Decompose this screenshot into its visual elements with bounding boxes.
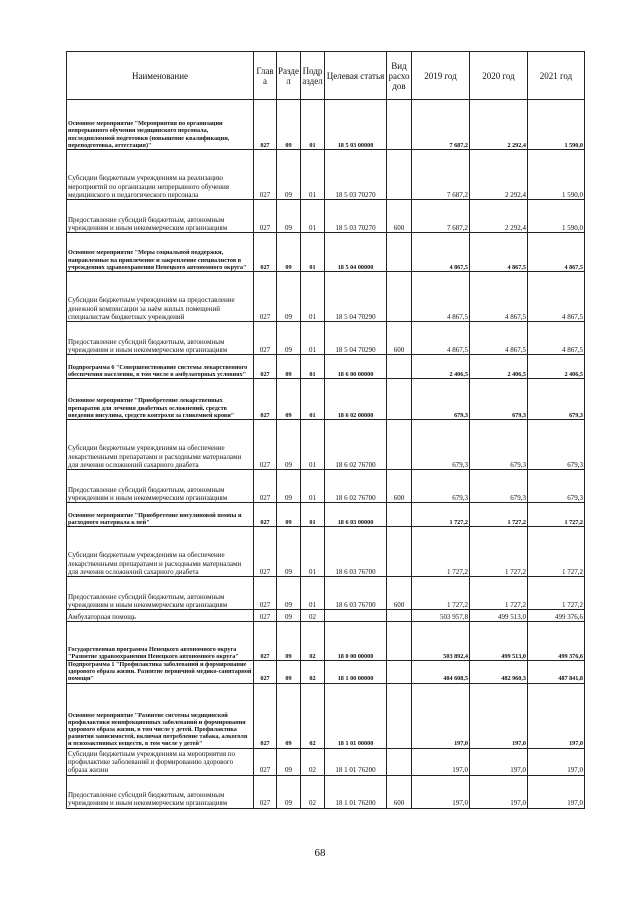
row-glava-cell: 027	[254, 200, 277, 233]
row-2020-cell: 4 867,5	[470, 233, 528, 272]
table-row	[67, 200, 585, 233]
row-2021-cell: 499 376,6	[528, 610, 585, 622]
row-2020-cell: 4 867,5	[470, 322, 528, 355]
row-vid-cell	[387, 100, 412, 150]
row-target-cell: 18 6 02 76700	[325, 420, 387, 470]
row-2020-cell: 197,0	[470, 748, 528, 775]
row-target-cell: 18 1 01 76200	[325, 775, 387, 808]
row-glava-cell: 027	[254, 233, 277, 272]
row-podrazdel-cell: 01	[301, 150, 325, 200]
row-target-cell: 18 6 02 00000	[325, 379, 387, 420]
row-target-cell: 18 1 01 76200	[325, 748, 387, 775]
row-2019-cell: 503 957,8	[412, 610, 470, 622]
row-podrazdel-cell: 01	[301, 379, 325, 420]
row-razdel-cell: 09	[277, 379, 301, 420]
row-podrazdel-cell: 01	[301, 322, 325, 355]
row-target-cell: 18 0 00 00000	[325, 622, 387, 661]
row-target-cell: 18 5 04 00000	[325, 233, 387, 272]
row-name-cell	[67, 503, 254, 527]
header-2020: 2020 год	[470, 52, 528, 100]
row-name: Основное мероприятие "Развитие системы медицинской профилактики неинфекционных заболеваний и формирования здорового образа жизни, в том числе у детей. Профилактика развития зависимостей, включая потребление табака, алкоголя и психоактивных веществ, в том числе у детей"	[68, 711, 248, 748]
row-2019-cell: 679,3	[412, 420, 470, 470]
row-name-cell	[67, 748, 254, 775]
row-vid-cell	[387, 355, 412, 379]
row-razdel-cell: 09	[277, 420, 301, 470]
row-2021-cell: 679,3	[528, 420, 585, 470]
row-name: Субсидии бюджетным учреждениям на обеспечение лекарственными препаратами и расходными материалами для лечения осложнений сахарного диабета	[68, 444, 242, 469]
row-2020-cell: 679,3	[470, 470, 528, 503]
header-vid: Вид расхо дов	[387, 52, 412, 100]
row-name-cell	[67, 322, 254, 355]
row-2021-cell: 197,0	[528, 683, 585, 748]
row-2021-cell: 4 867,5	[528, 272, 585, 322]
row-vid-cell	[387, 610, 412, 622]
row-2019-cell: 1 727,2	[412, 527, 470, 577]
row-2020-cell: 2 406,5	[470, 355, 528, 379]
row-name-cell	[67, 100, 254, 150]
row-razdel-cell: 09	[277, 200, 301, 233]
table-row	[67, 622, 585, 661]
row-name-cell	[67, 610, 254, 622]
row-2021-cell: 1 590,0	[528, 200, 585, 233]
row-2020-cell: 197,0	[470, 683, 528, 748]
row-2020-cell: 4 867,5	[470, 272, 528, 322]
row-glava-cell: 027	[254, 503, 277, 527]
row-target-cell: 18 5 03 70270	[325, 200, 387, 233]
row-name: Основное мероприятие "Приобретение лекарственных препаратов для лечения диабетных осложнений, средств введения инсулина, средств контроля за гликемией крови"	[68, 397, 235, 419]
row-vid-cell	[387, 622, 412, 661]
row-2019-cell: 7 687,2	[412, 150, 470, 200]
row-name: Предоставление субсидий бюджетным, автономным учреждениям и иным некоммерческим организациям	[68, 337, 228, 354]
row-name: Подпрограмма 1 "Профилактика заболеваний и формирование здорового образа жизни. Развитие первичной медико-санитарной помощи"	[68, 661, 252, 683]
row-2020-cell: 2 292,4	[470, 150, 528, 200]
row-glava-cell: 027	[254, 622, 277, 661]
row-glava-cell: 027	[254, 577, 277, 610]
row-name-cell	[67, 420, 254, 470]
row-name: Предоставление субсидий бюджетным, автономным учреждениям и иным некоммерческим организациям	[68, 485, 228, 502]
header-target: Целевая статья	[325, 52, 387, 100]
row-target-cell: 18 6 00 00000	[325, 355, 387, 379]
row-target-cell: 18 6 03 76700	[325, 527, 387, 577]
row-2019-cell: 679,3	[412, 470, 470, 503]
row-2020-cell: 2 292,4	[470, 200, 528, 233]
row-podrazdel-cell: 02	[301, 622, 325, 661]
row-name: Предоставление субсидий бюджетным, автономным учреждениям и иным некоммерческим организациям	[68, 791, 228, 808]
row-2021-cell: 197,0	[528, 748, 585, 775]
row-podrazdel-cell: 01	[301, 420, 325, 470]
row-glava-cell: 027	[254, 420, 277, 470]
row-razdel-cell: 09	[277, 503, 301, 527]
row-2019-cell: 4 867,5	[412, 272, 470, 322]
row-razdel-cell: 09	[277, 150, 301, 200]
row-vid-cell	[387, 527, 412, 577]
row-name: Амбулаторная помощь	[68, 612, 136, 621]
row-vid-cell	[387, 683, 412, 748]
row-name-cell	[67, 470, 254, 503]
row-podrazdel-cell: 01	[301, 355, 325, 379]
row-2019-cell: 679,3	[412, 379, 470, 420]
row-2021-cell: 197,0	[528, 775, 585, 808]
row-2019-cell: 1 727,2	[412, 577, 470, 610]
row-vid-cell: 600	[387, 200, 412, 233]
row-glava-cell: 027	[254, 150, 277, 200]
row-podrazdel-cell: 01	[301, 470, 325, 503]
row-2019-cell: 7 687,2	[412, 200, 470, 233]
row-2021-cell: 4 867,5	[528, 322, 585, 355]
row-2020-cell: 499 513,0	[470, 610, 528, 622]
row-2019-cell: 484 608,5	[412, 661, 470, 684]
row-2020-cell: 2 292,4	[470, 100, 528, 150]
row-target-cell: 18 6 03 76700	[325, 577, 387, 610]
row-target-cell: 18 5 03 00000	[325, 100, 387, 150]
row-name-cell	[67, 527, 254, 577]
row-glava-cell: 027	[254, 610, 277, 622]
row-name-cell	[67, 661, 254, 684]
row-2021-cell: 679,3	[528, 470, 585, 503]
row-vid-cell	[387, 150, 412, 200]
table-row	[67, 503, 585, 527]
row-vid-cell	[387, 233, 412, 272]
row-target-cell	[325, 610, 387, 622]
row-glava-cell: 027	[254, 322, 277, 355]
row-2020-cell: 1 727,2	[470, 527, 528, 577]
row-razdel-cell: 09	[277, 272, 301, 322]
row-razdel-cell: 09	[277, 233, 301, 272]
header-glava: Глав а	[254, 52, 277, 100]
table-row	[67, 748, 585, 775]
row-vid-cell	[387, 272, 412, 322]
row-2020-cell: 679,3	[470, 379, 528, 420]
row-name: Подпрограмма 6 "Совершенствование системы лекарственного обеспечения населения, в том числе в амбулаторных условиях"	[68, 363, 248, 378]
row-2020-cell: 1 727,2	[470, 577, 528, 610]
row-glava-cell: 027	[254, 661, 277, 684]
row-name: Субсидии бюджетным учреждениям на мероприятия по профилактике заболеваний и формированию здорового образа жизни	[68, 750, 236, 775]
table-row	[67, 577, 585, 610]
row-target-cell: 18 5 03 70270	[325, 150, 387, 200]
row-glava-cell: 027	[254, 470, 277, 503]
row-2021-cell: 2 406,5	[528, 355, 585, 379]
row-2019-cell: 197,0	[412, 775, 470, 808]
row-2021-cell: 4 867,5	[528, 233, 585, 272]
header-podrazdel: Подр аздел	[301, 52, 325, 100]
row-target-cell: 18 5 04 70290	[325, 322, 387, 355]
row-2020-cell: 499 513,0	[470, 622, 528, 661]
row-vid-cell	[387, 379, 412, 420]
row-target-cell: 18 6 02 76700	[325, 470, 387, 503]
row-glava-cell: 027	[254, 100, 277, 150]
table-row	[67, 322, 585, 355]
table-body	[67, 100, 585, 809]
row-2019-cell: 7 687,2	[412, 100, 470, 150]
row-razdel-cell: 09	[277, 775, 301, 808]
row-name-cell	[67, 150, 254, 200]
header-2019: 2019 год	[412, 52, 470, 100]
row-podrazdel-cell: 02	[301, 683, 325, 748]
row-2019-cell: 1 727,2	[412, 503, 470, 527]
row-2021-cell: 1 590,0	[528, 150, 585, 200]
row-2021-cell: 1 590,0	[528, 100, 585, 150]
table-row	[67, 100, 585, 150]
row-podrazdel-cell: 01	[301, 200, 325, 233]
row-2019-cell: 4 867,5	[412, 233, 470, 272]
row-name: Предоставление субсидий бюджетным, автономным учреждениям и иным некоммерческим организациям	[68, 592, 228, 609]
table-row	[67, 355, 585, 379]
row-name-cell	[67, 272, 254, 322]
row-name-cell	[67, 683, 254, 748]
row-vid-cell: 600	[387, 322, 412, 355]
row-name-cell	[67, 355, 254, 379]
row-razdel-cell: 09	[277, 683, 301, 748]
header-razdel: Разде л	[277, 52, 301, 100]
table-row	[67, 683, 585, 748]
row-podrazdel-cell: 02	[301, 748, 325, 775]
table-row	[67, 379, 585, 420]
row-vid-cell: 600	[387, 470, 412, 503]
header-row	[67, 52, 585, 100]
row-podrazdel-cell: 01	[301, 272, 325, 322]
row-name: Субсидии бюджетным учреждениям на предоставление денежной компенсации за наём жилых помещений специалистам бюджетных учреждений	[68, 296, 235, 321]
row-name: Субсидии бюджетным учреждениям на обеспечение лекарственными препаратами и расходными материалами для лечения осложнений сахарного диабета	[68, 551, 242, 576]
table-row	[67, 661, 585, 684]
header-2021: 2021 год	[528, 52, 585, 100]
row-glava-cell: 027	[254, 355, 277, 379]
table-row	[67, 272, 585, 322]
row-podrazdel-cell: 01	[301, 100, 325, 150]
row-vid-cell: 600	[387, 775, 412, 808]
table-row	[67, 610, 585, 622]
row-podrazdel-cell: 01	[301, 577, 325, 610]
row-2020-cell: 482 960,3	[470, 661, 528, 684]
row-glava-cell: 027	[254, 272, 277, 322]
table-row	[67, 775, 585, 808]
row-2019-cell: 197,0	[412, 748, 470, 775]
row-podrazdel-cell: 01	[301, 233, 325, 272]
page-number: 68	[314, 847, 326, 859]
row-2020-cell: 1 727,2	[470, 503, 528, 527]
table-row	[67, 470, 585, 503]
row-2021-cell: 1 727,2	[528, 577, 585, 610]
table-row	[67, 420, 585, 470]
row-razdel-cell: 09	[277, 355, 301, 379]
row-podrazdel-cell: 01	[301, 503, 325, 527]
row-2020-cell: 197,0	[470, 775, 528, 808]
row-2021-cell: 1 727,2	[528, 527, 585, 577]
row-vid-cell	[387, 420, 412, 470]
row-2021-cell: 1 727,2	[528, 503, 585, 527]
row-razdel-cell: 09	[277, 470, 301, 503]
row-glava-cell: 027	[254, 379, 277, 420]
row-name-cell	[67, 577, 254, 610]
row-vid-cell	[387, 748, 412, 775]
row-razdel-cell: 09	[277, 577, 301, 610]
header-name: Наименование	[67, 52, 254, 100]
row-name-cell	[67, 775, 254, 808]
row-razdel-cell: 09	[277, 661, 301, 684]
row-name-cell	[67, 200, 254, 233]
row-razdel-cell: 09	[277, 322, 301, 355]
row-podrazdel-cell: 02	[301, 610, 325, 622]
row-target-cell: 18 6 03 00000	[325, 503, 387, 527]
row-2019-cell: 197,0	[412, 683, 470, 748]
row-name: Основное мероприятие "Мероприятия по организации непрерывного обучения медицинского персонала, последипломной подготовки (повышение квалификации, переподготовка, аттестация)"	[68, 120, 230, 149]
row-name: Основное мероприятие "Приобретение инсулиновой помпы и расходного материала к ней"	[68, 511, 242, 526]
row-2021-cell: 487 841,8	[528, 661, 585, 684]
row-name: Государственная программа Ненецкого автономного округа "Развитие здравоохранения Ненецкого автономного округа"	[68, 645, 239, 660]
row-vid-cell	[387, 503, 412, 527]
row-name: Основное мероприятие "Меры социальной поддержки, направленные на привлечение и закрепление специалистов в учреждениях здравоохранения Ненецкого автономного округа"	[68, 249, 247, 271]
row-podrazdel-cell: 02	[301, 775, 325, 808]
row-target-cell: 18 5 04 70290	[325, 272, 387, 322]
row-glava-cell: 027	[254, 527, 277, 577]
row-razdel-cell: 09	[277, 610, 301, 622]
row-razdel-cell: 09	[277, 748, 301, 775]
row-2021-cell: 679,3	[528, 379, 585, 420]
budget-table	[66, 51, 585, 809]
row-2019-cell: 2 406,5	[412, 355, 470, 379]
row-name-cell	[67, 379, 254, 420]
row-razdel-cell: 09	[277, 527, 301, 577]
row-podrazdel-cell: 02	[301, 661, 325, 684]
row-glava-cell: 027	[254, 775, 277, 808]
row-podrazdel-cell: 01	[301, 527, 325, 577]
row-2019-cell: 503 892,4	[412, 622, 470, 661]
table-row	[67, 527, 585, 577]
row-name: Предоставление субсидий бюджетным, автономным учреждениям и иным некоммерческим организациям	[68, 215, 228, 232]
row-target-cell: 18 1 01 00000	[325, 683, 387, 748]
row-target-cell: 18 1 00 00000	[325, 661, 387, 684]
row-name: Субсидии бюджетным учреждениям на реализацию мероприятий по организации непрерывного обучения медицинского и педагогического персонала	[68, 174, 229, 199]
row-vid-cell	[387, 661, 412, 684]
row-2020-cell: 679,3	[470, 420, 528, 470]
row-name-cell	[67, 233, 254, 272]
row-glava-cell: 027	[254, 748, 277, 775]
row-2021-cell: 499 376,6	[528, 622, 585, 661]
row-vid-cell: 600	[387, 577, 412, 610]
table-row	[67, 150, 585, 200]
row-2019-cell: 4 867,5	[412, 322, 470, 355]
row-razdel-cell: 09	[277, 100, 301, 150]
row-glava-cell: 027	[254, 683, 277, 748]
row-name-cell	[67, 622, 254, 661]
table-row	[67, 233, 585, 272]
row-razdel-cell: 09	[277, 622, 301, 661]
